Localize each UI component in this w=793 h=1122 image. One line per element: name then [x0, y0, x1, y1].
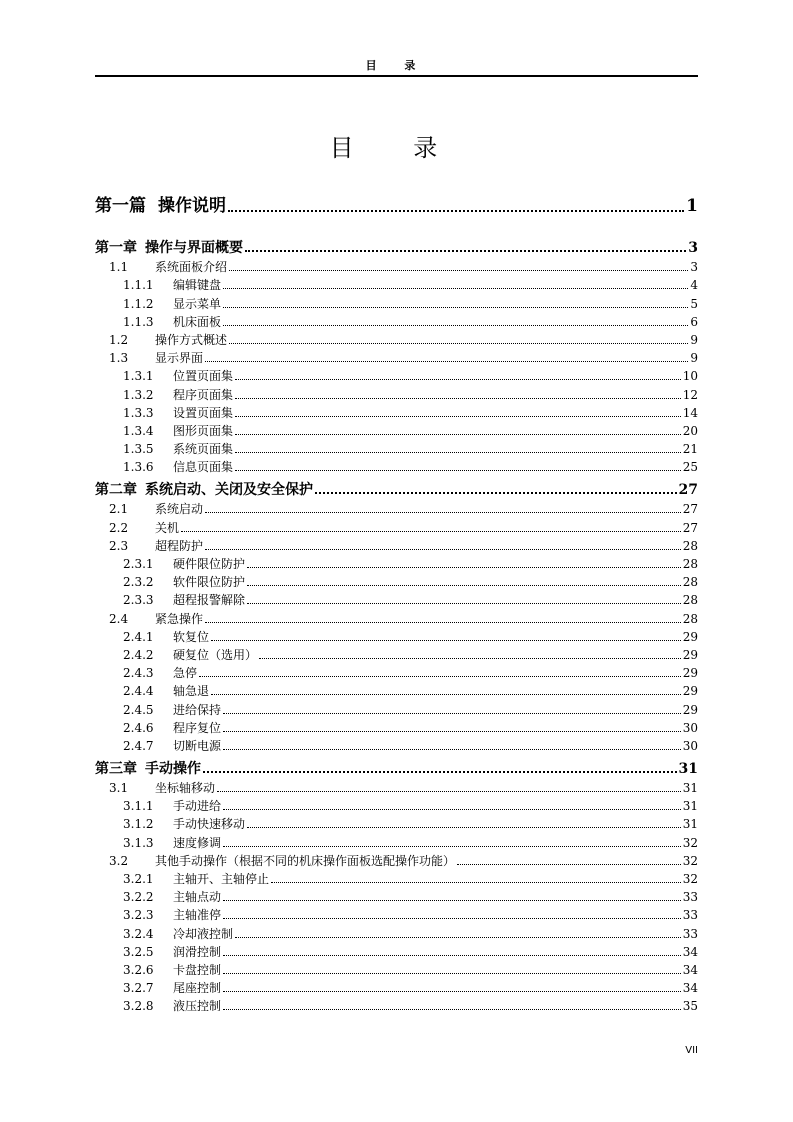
dot-leader	[223, 809, 681, 810]
dot-leader	[247, 603, 681, 604]
toc-entry-label: 信息页面集	[173, 460, 234, 475]
toc-entry-part[interactable]	[95, 188, 698, 216]
toc-entry-label: 硬复位（选用）	[173, 647, 258, 662]
dot-leader	[235, 452, 681, 453]
dot-leader	[223, 307, 688, 308]
toc-entry-number: 3.1	[109, 781, 129, 796]
toc-entry-page: 29	[682, 684, 698, 699]
dot-leader	[271, 882, 681, 883]
toc-entry-label: 手动快速移动	[173, 817, 246, 832]
toc-entry-page: 31	[682, 817, 698, 832]
toc-entry-label: 位置页面集	[173, 369, 234, 384]
toc-entry-label: 系统启动、关闭及安全保护	[145, 482, 313, 499]
toc-entry-label: 图形页面集	[173, 423, 234, 438]
toc-entry-number: 2.3.2	[123, 575, 154, 590]
toc-entry-lvl2[interactable]	[95, 795, 698, 813]
toc-entry-number: 1.3.2	[123, 387, 154, 402]
toc-entry-number: 2.4.6	[123, 720, 154, 735]
toc-entry-lvl2[interactable]	[95, 717, 698, 735]
toc-entry-label: 硬件限位防护	[173, 557, 246, 571]
dot-leader	[235, 434, 681, 435]
dot-leader	[223, 973, 681, 974]
toc-entry-label: 显示菜单	[173, 296, 222, 311]
toc-entry-number: 3.2.3	[123, 908, 154, 923]
toc-entry-page: 32	[682, 835, 698, 850]
toc-entry-label: 操作说明	[158, 196, 226, 216]
toc-entry-page: 33	[682, 926, 698, 941]
dot-leader	[223, 955, 681, 956]
dot-leader	[211, 694, 681, 695]
toc-entry-page: 29	[682, 666, 698, 681]
toc-entry-number: 1.1.3	[123, 314, 154, 329]
toc-entry-label: 手动进给	[173, 799, 222, 814]
toc-entry-lvl1[interactable]	[95, 850, 698, 868]
toc-entry-lvl2[interactable]	[95, 698, 698, 716]
dot-leader	[217, 791, 681, 792]
toc-entry-lvl2[interactable]	[95, 420, 698, 438]
toc-entry-lvl2[interactable]	[95, 904, 698, 922]
toc-entry-page: 27	[678, 482, 698, 499]
table-of-contents	[95, 188, 698, 1013]
dot-leader	[229, 270, 688, 271]
toc-entry-label: 操作与界面概要	[145, 240, 243, 256]
toc-entry-lvl2[interactable]	[95, 383, 698, 401]
toc-entry-label: 设置页面集	[173, 405, 234, 420]
toc-entry-lvl1[interactable]	[95, 535, 698, 553]
dot-leader	[235, 470, 681, 471]
toc-entry-number: 3.2.7	[123, 981, 154, 996]
toc-entry-lvl1[interactable]	[95, 498, 698, 516]
toc-entry-lvl1[interactable]	[95, 329, 698, 347]
toc-entry-label: 关机	[155, 520, 180, 535]
dot-leader	[223, 918, 681, 919]
toc-entry-lvl2[interactable]	[95, 959, 698, 977]
page-title: 目 录	[329, 134, 464, 162]
dot-leader	[245, 250, 686, 252]
dot-leader	[205, 512, 681, 513]
dot-leader	[223, 731, 681, 732]
toc-entry-page: 34	[682, 962, 698, 977]
toc-entry-number: 第二章	[95, 482, 137, 499]
toc-entry-page: 33	[682, 908, 698, 923]
toc-entry-page: 31	[682, 781, 698, 796]
dot-leader	[223, 991, 681, 992]
toc-entry-page: 30	[682, 720, 698, 735]
dot-leader	[223, 749, 681, 750]
toc-entry-lvl2[interactable]	[95, 644, 698, 662]
toc-entry-page: 28	[682, 575, 698, 590]
toc-entry-number: 1.3.6	[123, 460, 154, 475]
dot-leader	[229, 343, 688, 344]
toc-entry-number: 3.1.1	[123, 799, 154, 814]
dot-leader	[235, 379, 681, 380]
dot-leader	[223, 1009, 681, 1010]
dot-leader	[235, 937, 681, 938]
toc-entry-page: 3	[690, 260, 698, 275]
dot-leader	[315, 492, 677, 494]
toc-entry-lvl1[interactable]	[95, 256, 698, 274]
toc-entry-label: 紧急操作	[155, 611, 204, 626]
toc-entry-label: 手动操作	[145, 760, 201, 777]
toc-entry-page: 31	[682, 799, 698, 814]
toc-entry-lvl2[interactable]	[95, 365, 698, 383]
toc-entry-label: 轴急退	[173, 684, 210, 699]
toc-entry-number: 2.1	[109, 502, 129, 517]
toc-entry-page: 14	[682, 405, 698, 420]
toc-entry-page: 29	[682, 702, 698, 717]
toc-entry-number: 3.2.4	[123, 926, 154, 941]
dot-leader	[199, 676, 681, 677]
toc-entry-page: 32	[682, 853, 698, 868]
toc-entry-number: 1.3.5	[123, 442, 154, 457]
toc-entry-number: 1.3.3	[123, 405, 154, 420]
dot-leader	[205, 361, 688, 362]
toc-entry-page: 28	[682, 557, 698, 571]
toc-entry-label: 超程报警解除	[173, 593, 246, 608]
dot-leader	[259, 658, 681, 659]
toc-entry-page: 28	[682, 538, 698, 553]
running-header: 目 录	[365, 59, 428, 72]
toc-entry-number: 3.2	[109, 853, 129, 868]
toc-entry-lvl2[interactable]	[95, 868, 698, 886]
toc-entry-label: 程序页面集	[173, 387, 234, 402]
toc-entry-label: 超程防护	[155, 538, 204, 553]
toc-entry-label: 主轴准停	[173, 908, 222, 923]
dot-leader	[211, 640, 681, 641]
toc-entry-number: 3.1.3	[123, 835, 154, 850]
dot-leader	[223, 846, 681, 847]
toc-entry-page: 4	[690, 278, 698, 293]
dot-leader	[223, 713, 681, 714]
toc-entry-label: 润滑控制	[173, 944, 222, 959]
dot-leader	[205, 622, 681, 623]
toc-entry-label: 进给保持	[173, 702, 222, 717]
toc-entry-number: 1.1.2	[123, 296, 154, 311]
toc-entry-label: 主轴点动	[173, 890, 222, 905]
toc-entry-number: 1.3.4	[123, 423, 154, 438]
toc-entry-number: 第一篇	[95, 196, 146, 216]
dot-leader	[223, 325, 688, 326]
page-number: VII	[685, 1045, 698, 1056]
toc-entry-page: 27	[682, 520, 698, 535]
toc-entry-chapter[interactable]	[95, 474, 698, 498]
toc-entry-label: 坐标轴移动	[155, 781, 216, 796]
toc-entry-page: 6	[690, 314, 698, 329]
toc-entry-label: 软件限位防护	[173, 575, 246, 590]
toc-entry-label: 系统启动	[155, 502, 204, 517]
toc-entry-chapter[interactable]	[95, 753, 698, 777]
dot-leader	[203, 771, 677, 773]
toc-entry-page: 5	[690, 296, 698, 311]
toc-entry-number: 3.2.5	[123, 944, 154, 959]
toc-entry-lvl2[interactable]	[95, 922, 698, 940]
toc-entry-lvl2[interactable]	[95, 589, 698, 607]
dot-leader	[228, 210, 684, 212]
toc-entry-page: 33	[682, 890, 698, 905]
toc-entry-number: 2.4.7	[123, 738, 154, 753]
toc-entry-label: 系统面板介绍	[155, 260, 228, 275]
toc-entry-lvl2[interactable]	[95, 571, 698, 589]
toc-entry-label: 显示界面	[155, 351, 204, 366]
dot-leader	[235, 416, 681, 417]
header-rule	[95, 75, 698, 77]
toc-entry-lvl2[interactable]	[95, 977, 698, 995]
toc-entry-lvl2[interactable]	[95, 886, 698, 904]
toc-entry-page: 21	[682, 442, 698, 457]
toc-entry-number: 3.2.6	[123, 962, 154, 977]
toc-entry-label: 主轴开、主轴停止	[173, 872, 270, 886]
toc-entry-page: 10	[682, 369, 698, 384]
toc-entry-page: 32	[682, 872, 698, 886]
toc-entry-chapter[interactable]	[95, 232, 698, 256]
toc-entry-page: 1	[686, 196, 698, 216]
toc-entry-number: 1.2	[109, 332, 129, 347]
toc-entry-label: 冷却液控制	[173, 926, 234, 941]
toc-entry-page: 20	[682, 423, 698, 438]
toc-entry-number: 3.2.1	[123, 872, 154, 886]
toc-entry-lvl1[interactable]	[95, 607, 698, 625]
toc-entry-page: 9	[690, 332, 698, 347]
toc-entry-number: 2.4.2	[123, 647, 154, 662]
toc-entry-lvl2[interactable]	[95, 995, 698, 1013]
toc-entry-lvl2[interactable]	[95, 735, 698, 753]
toc-entry-number: 第三章	[95, 760, 137, 777]
toc-entry-lvl2[interactable]	[95, 941, 698, 959]
toc-entry-label: 其他手动操作（根据不同的机床操作面板选配操作功能）	[155, 853, 456, 868]
toc-entry-label: 系统页面集	[173, 442, 234, 457]
toc-entry-number: 2.2	[109, 520, 129, 535]
toc-entry-page: 27	[682, 502, 698, 517]
toc-entry-label: 软复位	[173, 629, 210, 644]
toc-entry-page: 30	[682, 738, 698, 753]
toc-entry-number: 2.4	[109, 611, 129, 626]
dot-leader	[205, 549, 681, 550]
dot-leader	[181, 531, 681, 532]
toc-entry-label: 尾座控制	[173, 981, 222, 996]
toc-entry-number: 1.3	[109, 351, 129, 366]
toc-entry-lvl1[interactable]	[95, 347, 698, 365]
toc-entry-label: 速度修调	[173, 835, 222, 850]
toc-entry-number: 2.4.5	[123, 702, 154, 717]
dot-leader	[457, 864, 681, 865]
toc-entry-label: 操作方式概述	[155, 332, 228, 347]
toc-entry-lvl1[interactable]	[95, 516, 698, 534]
toc-entry-lvl2[interactable]	[95, 274, 698, 292]
toc-entry-label: 程序复位	[173, 720, 222, 735]
toc-entry-lvl2[interactable]	[95, 553, 698, 571]
dot-leader	[223, 288, 688, 289]
toc-entry-page: 28	[682, 593, 698, 608]
toc-entry-page: 34	[682, 981, 698, 996]
dot-leader	[223, 900, 681, 901]
toc-entry-number: 3.2.2	[123, 890, 154, 905]
toc-entry-lvl2[interactable]	[95, 292, 698, 310]
toc-entry-label: 切断电源	[173, 738, 222, 753]
toc-entry-page: 35	[682, 999, 698, 1014]
toc-entry-label: 液压控制	[173, 999, 222, 1014]
dot-leader	[247, 585, 681, 586]
toc-entry-number: 2.4.3	[123, 666, 154, 681]
toc-entry-page: 9	[690, 351, 698, 366]
toc-entry-number: 1.1	[109, 260, 129, 275]
toc-entry-label: 急停	[173, 666, 198, 681]
toc-entry-lvl2[interactable]	[95, 813, 698, 831]
toc-entry-page: 12	[682, 387, 698, 402]
toc-entry-page: 31	[678, 760, 698, 777]
toc-entry-lvl2[interactable]	[95, 456, 698, 474]
toc-entry-label: 卡盘控制	[173, 962, 222, 977]
toc-entry-lvl2[interactable]	[95, 662, 698, 680]
toc-entry-lvl1[interactable]	[95, 777, 698, 795]
toc-entry-number: 2.3.3	[123, 593, 154, 608]
toc-entry-number: 2.3	[109, 538, 129, 553]
toc-entry-number: 3.2.8	[123, 999, 154, 1014]
dot-leader	[247, 567, 681, 568]
dot-leader	[247, 827, 681, 828]
toc-entry-page: 29	[682, 629, 698, 644]
toc-entry-lvl2[interactable]	[95, 402, 698, 420]
toc-entry-lvl2[interactable]	[95, 311, 698, 329]
toc-entry-page: 3	[688, 240, 698, 256]
toc-entry-lvl2[interactable]	[95, 680, 698, 698]
toc-entry-page: 29	[682, 647, 698, 662]
dot-leader	[235, 398, 681, 399]
toc-entry-number: 1.3.1	[123, 369, 154, 384]
toc-entry-number: 1.1.1	[123, 278, 154, 293]
toc-entry-lvl2[interactable]	[95, 438, 698, 456]
toc-entry-page: 34	[682, 944, 698, 959]
toc-entry-label: 编辑键盘	[173, 278, 222, 293]
toc-entry-lvl2[interactable]	[95, 831, 698, 849]
toc-entry-number: 第一章	[95, 240, 137, 256]
toc-entry-number: 2.4.1	[123, 629, 154, 644]
toc-entry-page: 25	[682, 460, 698, 475]
toc-entry-number: 2.3.1	[123, 557, 154, 571]
toc-entry-number: 3.1.2	[123, 817, 154, 832]
toc-entry-lvl2[interactable]	[95, 626, 698, 644]
toc-entry-number: 2.4.4	[123, 684, 154, 699]
toc-entry-label: 机床面板	[173, 314, 222, 329]
toc-entry-page: 28	[682, 611, 698, 626]
